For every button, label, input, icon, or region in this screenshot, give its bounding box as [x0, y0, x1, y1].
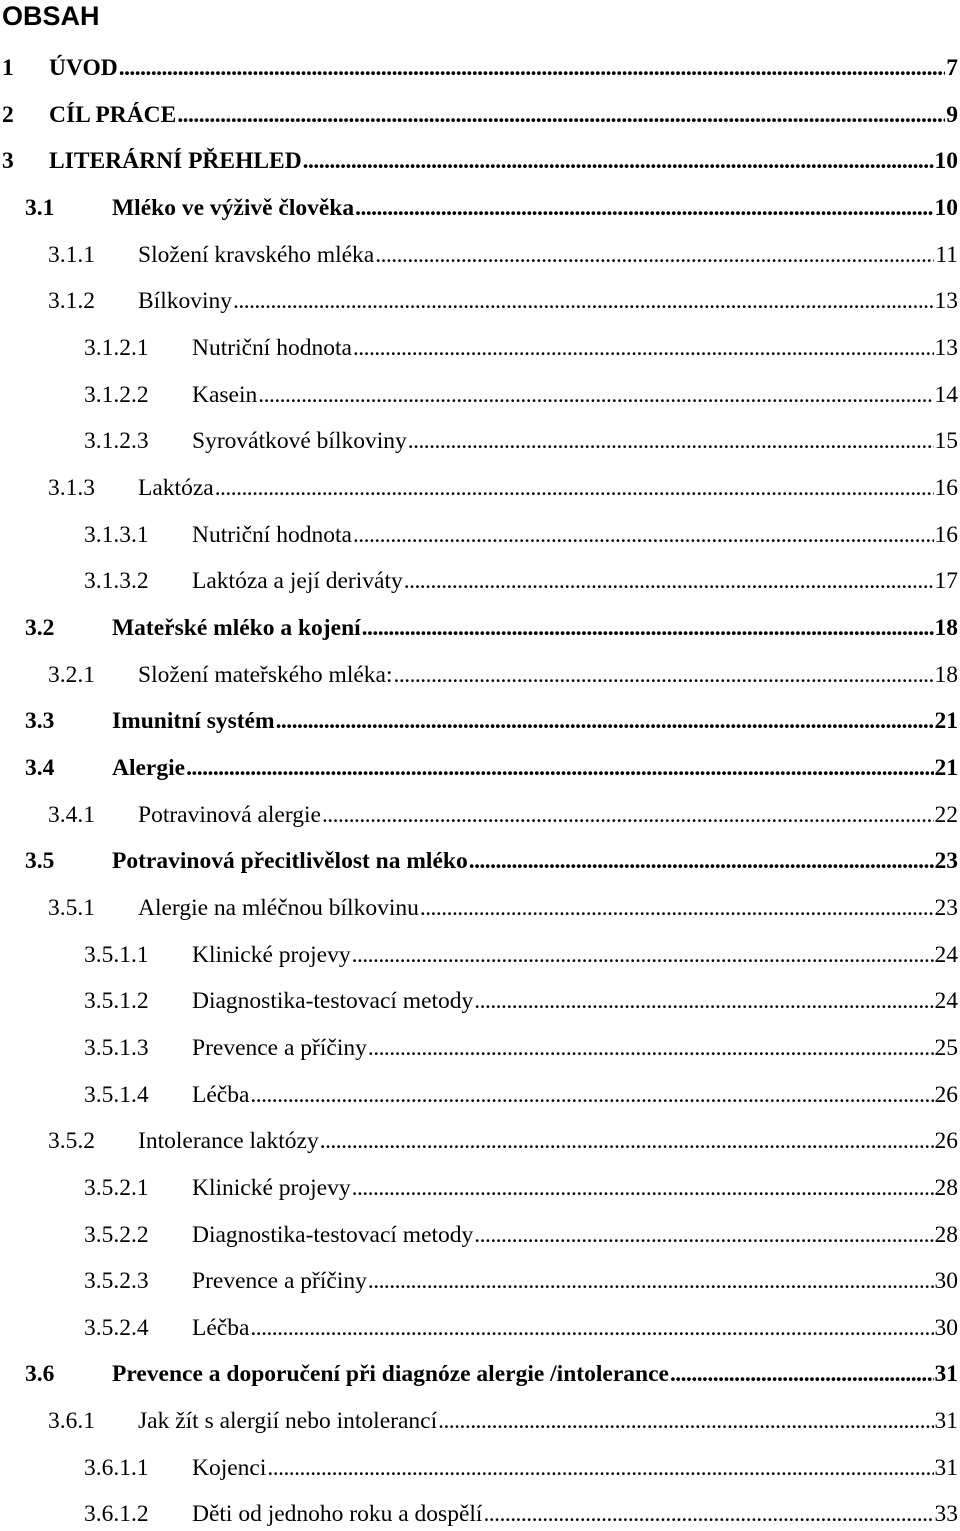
toc-entry-title: Alergie [112, 754, 186, 781]
toc-entry-number: 3.1.2.1 [84, 334, 149, 361]
toc-entry-page: 22 [934, 801, 958, 828]
toc-dot-leader [352, 939, 934, 971]
toc-dot-leader [250, 1312, 933, 1344]
toc-entry-page: 10 [934, 194, 958, 221]
toc-dot-leader [250, 1079, 933, 1111]
toc-dot-leader [362, 612, 934, 644]
toc-entry-title: Prevence a doporučení při diagnóze alergie /intolerance [112, 1361, 669, 1388]
toc-entry-title: CÍL PRÁCE [49, 101, 177, 128]
toc-entry[interactable] [25, 752, 958, 784]
toc-entry[interactable] [48, 659, 958, 691]
toc-entry[interactable] [48, 1125, 958, 1157]
toc-entry-number: 3.1.3.2 [84, 568, 149, 595]
toc-entry-number: 3.1.3.1 [84, 521, 149, 548]
toc-entry-number: 3.2 [25, 614, 55, 641]
toc-entry-number: 3.5.2.1 [84, 1174, 149, 1201]
toc-entry-title: Mléko ve výživě člověka [112, 194, 355, 221]
toc-entry[interactable] [48, 472, 958, 504]
toc-entry-page: 30 [934, 1268, 958, 1295]
toc-entry-page: 31 [934, 1361, 958, 1388]
toc-entry-title: Intolerance laktózy [138, 1128, 319, 1155]
toc-entry[interactable] [2, 52, 958, 84]
toc-dot-leader [483, 1498, 933, 1530]
toc-entry-title: ÚVOD [49, 55, 118, 81]
toc-entry-page: 18 [934, 661, 958, 688]
toc-dot-leader [368, 1265, 934, 1297]
toc-entry[interactable] [84, 1172, 958, 1204]
toc-dot-leader [353, 519, 934, 551]
toc-dot-leader [469, 845, 934, 877]
toc-entry-number: 3.6 [25, 1361, 55, 1388]
toc-entry[interactable] [84, 565, 958, 597]
toc-entry-title: Diagnostika-testovací metody [192, 988, 474, 1015]
toc-entry-title: Nutriční hodnota [192, 521, 352, 548]
toc-dot-leader [404, 565, 934, 597]
toc-dot-leader [438, 1405, 933, 1437]
toc-dot-leader [258, 379, 933, 411]
toc-entry-page: 17 [934, 568, 958, 595]
toc-entry-title: Mateřské mléko a kojení [112, 614, 361, 641]
toc-entry-title: Složení kravského mléka [138, 241, 375, 268]
toc-dot-leader [322, 799, 934, 831]
toc-entry-number: 3.5.1 [48, 894, 95, 921]
toc-entry[interactable] [84, 1452, 958, 1484]
toc-dot-leader [420, 892, 934, 924]
toc-dot-leader [233, 285, 933, 317]
toc-entry[interactable] [84, 332, 958, 364]
toc-entry[interactable] [48, 799, 958, 831]
toc-entry[interactable] [84, 379, 958, 411]
toc-entry-page: 7 [946, 55, 958, 81]
toc-entry-number: 3.5.1.1 [84, 941, 149, 968]
toc-dot-leader [375, 239, 934, 271]
toc-entry-number: 3.3 [25, 708, 55, 735]
toc-entry-page: 24 [934, 941, 958, 968]
toc-entry-title: Složení mateřského mléka: [138, 661, 393, 688]
toc-entry-title: Laktóza [138, 474, 214, 501]
toc-entry-page: 25 [934, 1034, 958, 1061]
toc-entry-number: 3.6.1.2 [84, 1501, 149, 1528]
toc-dot-leader [353, 332, 934, 364]
toc-entry-page: 16 [934, 474, 958, 501]
toc-entry-number: 3.4 [25, 754, 55, 781]
toc-entry-page: 23 [934, 848, 958, 875]
toc-dot-leader [119, 52, 946, 84]
toc-entry-page: 31 [934, 1408, 958, 1435]
toc-entry-page: 9 [946, 101, 958, 128]
toc-entry-page: 24 [934, 988, 958, 1015]
toc-entry[interactable] [25, 192, 958, 224]
toc-entry-number: 3.5.1.3 [84, 1034, 149, 1061]
toc-entry-number: 3.6.1.1 [84, 1454, 149, 1481]
toc-dot-leader [408, 425, 934, 457]
toc-entry-title: Léčba [192, 1081, 250, 1108]
toc-entry-number: 3 [2, 148, 14, 175]
toc-entry-number: 3.2.1 [48, 661, 95, 688]
toc-entry-title: Potravinová alergie [138, 801, 321, 828]
toc-dot-leader [177, 99, 945, 131]
toc-entry-page: 33 [934, 1501, 958, 1528]
toc-title: OBSAH [2, 1, 100, 31]
toc-dot-leader [276, 705, 934, 737]
toc-dot-leader [394, 659, 934, 691]
toc-entry-page: 11 [935, 241, 958, 268]
toc-dot-leader [267, 1452, 933, 1484]
toc-entry-title: Klinické projevy [192, 941, 351, 968]
toc-entry-page: 28 [934, 1221, 958, 1248]
toc-entry-title: Bílkoviny [138, 288, 233, 315]
toc-dot-leader [320, 1125, 934, 1157]
toc-entry-number: 3.5.2 [48, 1128, 95, 1155]
toc-entry-page: 30 [934, 1314, 958, 1341]
toc-entry-page: 28 [934, 1174, 958, 1201]
toc-entry-page: 18 [934, 614, 958, 641]
toc-entry-page: 15 [934, 428, 958, 455]
toc-entry[interactable] [84, 1498, 958, 1530]
toc-dot-leader [670, 1358, 934, 1390]
toc-entry-title: Kojenci [192, 1454, 267, 1481]
toc-entry-title: Léčba [192, 1314, 250, 1341]
toc-entry[interactable] [48, 239, 958, 271]
toc-entry-number: 3.1 [25, 194, 55, 221]
toc-entry[interactable] [25, 845, 958, 877]
toc-entry-page: 26 [934, 1128, 958, 1155]
toc-entry-number: 2 [2, 101, 14, 128]
toc-dot-leader [474, 985, 933, 1017]
toc-entry-number: 3.1.3 [48, 474, 95, 501]
toc-dot-leader [352, 1172, 934, 1204]
toc-entry-title: Diagnostika-testovací metody [192, 1221, 474, 1248]
toc-entry-number: 3.5.1.2 [84, 988, 149, 1015]
toc-entry-title: LITERÁRNÍ PŘEHLED [49, 148, 302, 175]
toc-entry-number: 1 [2, 55, 14, 81]
toc-entry[interactable] [84, 1219, 958, 1251]
toc-entry[interactable] [84, 1032, 958, 1064]
toc-entry-page: 13 [934, 288, 958, 315]
toc-entry[interactable] [84, 985, 958, 1017]
toc-entry-title: Syrovátkové bílkoviny [192, 428, 407, 455]
toc-entry-title: Imunitní systém [112, 708, 275, 735]
toc-entry-page: 14 [934, 381, 958, 408]
toc-entry-number: 3.4.1 [48, 801, 95, 828]
toc-entry-title: Prevence a příčiny [192, 1268, 367, 1295]
toc-entry-title: Klinické projevy [192, 1174, 351, 1201]
toc-entry-page: 10 [934, 148, 958, 175]
toc-entry-title: Alergie na mléčnou bílkovinu [138, 894, 419, 921]
toc-entry-number: 3.5 [25, 848, 55, 875]
toc-entry[interactable] [25, 1358, 958, 1390]
toc-entry[interactable] [25, 705, 958, 737]
toc-entry-title: Nutriční hodnota [192, 334, 352, 361]
toc-entry-number: 3.1.2.3 [84, 428, 149, 455]
toc-entry-number: 3.1.2.2 [84, 381, 149, 408]
toc-entry[interactable] [48, 892, 958, 924]
toc-entry-number: 3.5.1.4 [84, 1081, 149, 1108]
toc-entry[interactable] [84, 1079, 958, 1111]
toc-entry-number: 3.6.1 [48, 1408, 95, 1435]
toc-dot-leader [215, 472, 934, 504]
toc-entry-page: 23 [934, 894, 958, 921]
toc-entry-number: 3.1.2 [48, 288, 95, 315]
toc-entry-title: Kasein [192, 381, 258, 408]
toc-dot-leader [186, 752, 933, 784]
toc-entry[interactable] [2, 145, 958, 177]
toc-dot-leader [368, 1032, 934, 1064]
toc-entry-page: 31 [934, 1454, 958, 1481]
toc-entry[interactable] [2, 99, 958, 131]
toc-entry-title: Potravinová přecitlivělost na mléko [112, 848, 468, 875]
toc-entry-title: Prevence a příčiny [192, 1034, 367, 1061]
toc-dot-leader [303, 145, 934, 177]
toc-entry[interactable] [48, 285, 958, 317]
toc-entry-page: 21 [934, 754, 958, 781]
toc-entry-page: 16 [934, 521, 958, 548]
toc-entry-number: 3.5.2.2 [84, 1221, 149, 1248]
toc-entry[interactable] [84, 425, 958, 457]
toc-entry[interactable] [25, 612, 958, 644]
toc-entry[interactable] [84, 939, 958, 971]
toc-entry-title: Laktóza a její deriváty [192, 568, 403, 595]
toc-entry-number: 3.5.2.4 [84, 1314, 149, 1341]
toc-entry-title: Jak žít s alergií nebo intolerancí [138, 1408, 438, 1435]
toc-entry[interactable] [84, 1312, 958, 1344]
toc-entry-number: 3.1.1 [48, 241, 95, 268]
toc-entry[interactable] [84, 1265, 958, 1297]
toc-entry-number: 3.5.2.3 [84, 1268, 149, 1295]
toc-entry-page: 13 [934, 334, 958, 361]
toc-entry-page: 21 [934, 708, 958, 735]
toc-entry-title: Děti od jednoho roku a dospělí [192, 1501, 483, 1528]
toc-dot-leader [474, 1219, 933, 1251]
toc-dot-leader [355, 192, 933, 224]
toc-entry[interactable] [84, 519, 958, 551]
toc-entry-page: 26 [934, 1081, 958, 1108]
toc-entry[interactable] [48, 1405, 958, 1437]
